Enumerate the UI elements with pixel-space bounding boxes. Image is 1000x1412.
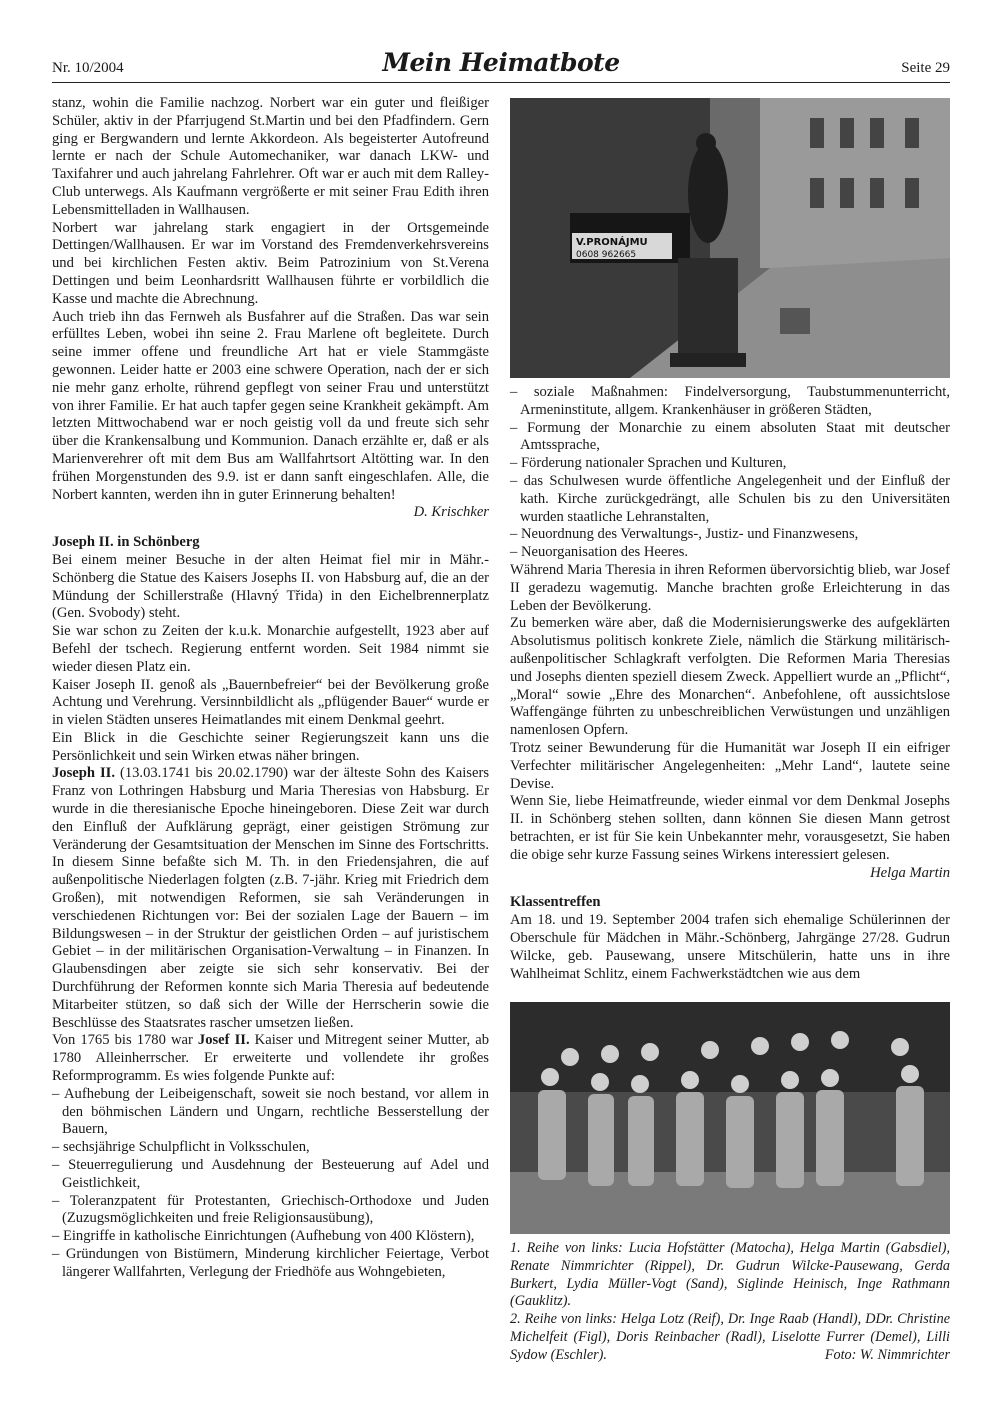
caption-row-1: 1. Reihe von links: Lucia Hofstätter (Matocha), Helga Martin (Gabsdiel), Renate Nimmrichter (Rippel), Dr. Gudrun Wilcke-Pausewang, Gerda Burkert, Lydia Müller-Vogt (Sand), Siglinde Heinisch, Inge Rathmann (Gauklitz). [510, 1240, 950, 1310]
klassentreffen-heading: Klassentreffen [510, 894, 601, 911]
reform-item: – Förderung nationaler Sprachen und Kulturen, [510, 455, 787, 472]
article-paragraph: Ein Blick in die Geschichte seiner Regierungszeit kann uns die Persönlichkeit und sein Wirken etwas näher bringen. [52, 729, 489, 764]
article-paragraph: Wenn Sie, liebe Heimatfreunde, wieder einmal vor dem Denkmal Josephs II. in Schönberg stehen sollten, dann können Sie diesen Mann getrost betrachten, er ist für Sie kein Unbekannter mehr, vorausgesetzt, Sie haben die obige sehr kurze Fassung seines Wirkens interessiert gelesen. [510, 793, 950, 863]
left-column [52, 95, 489, 1282]
obituary-paragraph: Norbert war jahrelang stark engagiert in der Ortsgemeinde Dettingen/Wallhausen. Er war im Vorstand des Fremdenverkehrsvereins und bei kirchlichen Festen aktiv. Beim Patrozinium von St.Verena Dettingen und beim Leonhardsritt Wallhausen führte er vorbildlich die Kasse und machte die Abrechnung. [52, 219, 489, 307]
masthead-logo: Mein Heimatbote [382, 48, 620, 77]
obituary-paragraph: stanz, wohin die Familie nachzog. Norbert war ein guter und fleißiger Schüler, aktiv in der Pfarrjugend St.Martin und bei den Pfadfindern. Gern ging er Bergwandern und lernte Akkordeon. Als begeisterter Autofreund lernte er nach der Schule Automechaniker, war danach LKW- und Taxifahrer und auch jahrelang Fahrlehrer. Oft war er auch mit dem Ralley-Club unterwegs. Als Kaufmann vergrößerte er mit seiner Frau Edith ihren Lebensmittelladen in Wallhausen. [52, 95, 489, 218]
reform-item: – Eingriffe in katholische Einrichtungen (Aufhebung von 400 Klöstern), [52, 1228, 475, 1245]
photo-caption [510, 1240, 950, 1365]
issue-number: Nr. 10/2004 [52, 60, 124, 76]
article-text: (13.03.1741 bis 20.02.1790) war der älteste Sohn des Kaisers Franz von Lothringen Habsburg und Maria Theresias von Habsburg. Er wurde in die theresianische Epoche hineingeboren. Diese Zeit war durch den Einfluß der Aufklärung geprägt, einer geistigen Strömung zur Veränderung der Gesamtsituation der Menschen im Sinne des Fortschritts. In diesem Sinne befaßte sich M. Th. in den Friedensjahren, die auf außenpolitische Niederlagen folgten (z.B. 7-jähr. Krieg mit Friedrich dem Großen), mit notwendigen Reformen, sie sah Veränderungen in verschiedenen Richtungen vor: Bei der sozialen Lage der Bauern – im Bildungswesen – in der Struktur der geistlichen Orden – auf juristischem Gebiet – in der militärischen Organisation-Verwaltung – in Finanzen. In Glaubensdingen aber zeigte sie sich sehr konservativ. Bei der Durchführung der Reformen konnte sich Maria Theresia auf bedeutende Mitarbeiter stützen, so daß sich der Wille der Herrscherin sowie die Beschlüsse des Staatsrates rascher umsetzen ließen. [52, 765, 489, 1031]
reform-item: – Steuerregulierung und Ausdehnung der Besteuerung auf Adel und Geistlichkeit, [52, 1157, 489, 1191]
article-paragraph: Während Maria Theresia in ihren Reformen übervorsichtig blieb, war Josef II geradezu wagemutig. Manche brachten große Erleichterung in das Leben der Bevölkerung. [510, 561, 950, 614]
reform-item: – Toleranzpatent für Protestanten, Griechisch-Orthodoxe und Juden (Zuzugsmöglichkeiten und freie Religionsausübung), [52, 1192, 489, 1227]
caption-row-2 [510, 1311, 950, 1364]
shop-sign-line2: 0608 962665 [576, 250, 637, 260]
article-paragraph [52, 1032, 489, 1085]
reform-item: – Formung der Monarchie zu einem absoluten Staat mit deutscher Amtssprache, [510, 419, 950, 454]
article-paragraph: Am 18. und 19. September 2004 trafen sich ehemalige Schülerinnen der Oberschule für Mädchen in Mähr.-Schönberg, Jahrgänge 27/28. Gudrun Wilcke, geb. Pausewang, unsere Mitschülerin, hatte uns in ihre Wahlheimat Schlitz, einem Fachwerkstädtchen wie aus dem [510, 912, 950, 982]
reform-item: – Neuordnung des Verwaltungs-, Justiz- und Finanzwesens, [510, 526, 859, 543]
bold-lead: Joseph II. [52, 765, 115, 782]
article-paragraph: Zu bemerken wäre aber, daß die Modernisierungswerke des aufgeklärten Absolutismus politisch konkrete Ziele, nämlich die Stärkung militärisch-außenpolitischer Schlagkraft verfolgten. Die Reformen Maria Theresias und Josephs dienten speziell diesem Zweck. Appelliert wurde an „Pflicht“, „Moral“ sowie „Ehre des Monarchen“. Anbefohlene, oft aussichtslose Waffengänge führten zu unbeschreiblichen Verwüstungen und unzähligen namenlosen Opfern. [510, 615, 950, 739]
reform-item: – das Schulwesen wurde öffentliche Angelegenheit und der Einfluß der kath. Kirche zurückgedrängt, alle Schulen bis zu den Universitäten wurden staatliche Lehranstalten, [510, 472, 950, 525]
article-text: Von 1765 bis 1780 war [52, 1032, 198, 1049]
right-column [510, 384, 950, 983]
article-paragraph: Sie war schon zu Zeiten der k.u.k. Monarchie aufgestellt, 1923 aber auf Befehl der tschech. Regierung entfernt worden. Seit 1984 nimmt sie wieder diesen Platz ein. [52, 623, 489, 675]
photo-credit: Foto: W. Nimmrichter [824, 1346, 950, 1363]
group-photo [510, 1002, 950, 1234]
reform-item: – Neuorganisation des Heeres. [510, 544, 689, 561]
joseph-heading: Joseph II. in Schönberg [52, 534, 200, 551]
article-paragraph: Kaiser Joseph II. genoß als „Bauernbefreier“ bei der Bevölkerung große Achtung und Verehrung. Versinnbildlicht als „pflügender Bauer“ wurde er in vielen Städten unseres Heimatlandes mit einem Denkmal geehrt. [52, 676, 489, 729]
statue-photo [510, 98, 950, 378]
article-paragraph [52, 765, 489, 1032]
reform-item: – sechsjährige Schulpflicht in Volksschulen, [52, 1139, 310, 1156]
article-paragraph: Bei einem meiner Besuche in der alten Heimat fiel mir in Mähr.-Schönberg die Statue des Kaisers Josephs II. von Habsburg auf, die an der Mündung der Schillerstraße (Hlavný Třida) in den Eichelbrennerplatz (Gen. Svobody) steht. [52, 551, 489, 622]
article-text: Kaiser und Mitregent seiner Mutter, ab 1780 Alleinherrscher. Er erweiterte und vollendete ihr großes Reformprogramm. Es wies folgende Punkte auf: [52, 1032, 489, 1085]
article-author: Helga Martin [870, 864, 950, 881]
reform-item: – Aufhebung der Leibeigenschaft, soweit sie noch bestand, vor allem in den böhmischen Ländern und Ungarn, rechtliche Besserstellung der Bauern, [52, 1085, 489, 1138]
obituary-author: D. Krischker [413, 504, 489, 521]
caption-row-2-text: 2. Reihe von links: Helga Lotz (Reif), Dr. Inge Raab (Handl), DDr. Christine Michelfeit (Figl), Doris Reinbacher (Radl), Liselotte Furrer (Demel), Lilli Sydow (Eschler). [510, 1311, 950, 1363]
article-paragraph: Trotz seiner Bewunderung für die Humanität war Joseph II ein eifriger Verfechter militärischer Angelegenheiten: „Mehr Land“, lautete seine Devise. [510, 739, 950, 792]
obituary-paragraph: Auch trieb ihn das Fernweh als Busfahrer auf die Straßen. Das war sein erfülltes Leben, wobei ihn seine 2. Frau Marlene oft begleitete. Durch seine immer offene und freundliche Art hat er viele Stammgäste gewonnen. Leider hatte er 2003 eine schwere Operation, nach der er sich nie mehr ganz erholte, rührend gepflegt von seiner Frau und unterstützt von ihrer Familie. Er hat auch tapfer gegen seine Krankheit gekämpft. Am letzten Mittwochabend war er noch geistig voll da und freute sich sehr über die Krankensalbung und Kommunion. Danach erzählte er, daß er als Marienverehrer oft mit dem Bus am Wallfahrtsort Altötting war. In den frühen Morgenstunden des 9.9. ist er dann sanft eingeschlafen. Alle, die Norbert kannten, werden ihn in guter Erinnerung behalten! [52, 308, 489, 503]
page-header [52, 48, 950, 83]
reform-item: – Gründungen von Bistümern, Minderung kirchlicher Feiertage, Verbot längerer Wallfahrten, Verlegung der Friedhöfe aus Wohngebieten, [52, 1246, 489, 1280]
bold-lead: Josef II. [197, 1032, 250, 1049]
shop-sign-line1: V.PRONÁJMU [576, 237, 648, 248]
reform-item: – soziale Maßnahmen: Findelversorgung, Taubstummenunterricht, Armeninstitute, allgem. Krankenhäuser in größeren Städten, [510, 384, 950, 418]
page-number: Seite 29 [901, 60, 950, 76]
